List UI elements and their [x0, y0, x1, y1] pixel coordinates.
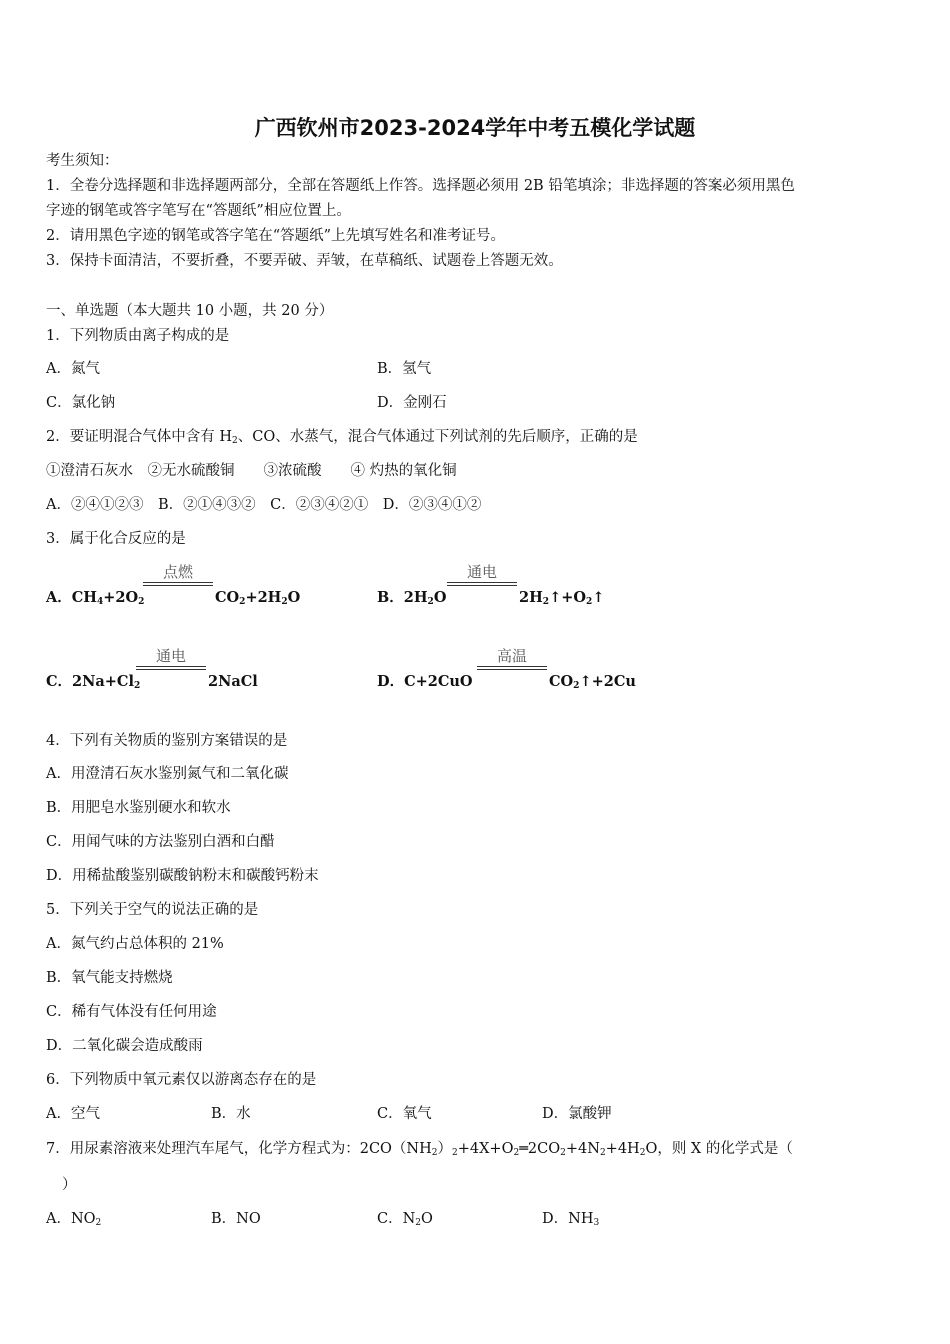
q5-option-c: C．稀有气体没有任何用途: [46, 1004, 217, 1020]
q3-stem: 3．属于化合反应的是: [46, 531, 186, 547]
q1-stem: 1．下列物质由离子构成的是: [46, 328, 230, 344]
q7-stem-end: ）: [62, 1177, 77, 1193]
q7-option-d: D．$NH_3$: [542, 1211, 600, 1228]
q7-option-c: C．$N_2O$: [377, 1211, 433, 1228]
q6-option-b: B．水: [211, 1106, 251, 1122]
q4-option-c: C．用闻气味的方法鉴别白酒和白醋: [46, 834, 275, 850]
q7-option-b: B．NO: [211, 1211, 261, 1227]
q4-option-b: B．用肥皂水鉴别硬水和软水: [46, 800, 231, 816]
page-title: 广西钦州市2023-2024学年中考五模化学试题: [254, 116, 696, 140]
q1-option-d: D．金刚石: [377, 395, 447, 411]
q3-option-a-condition: 点燃: [143, 563, 213, 586]
q3-option-c-reactants: C．$2Na+Cl_2$: [46, 673, 141, 691]
q3-option-c-products: 2NaCl: [208, 673, 258, 690]
q5-stem: 5．下列关于空气的说法正确的是: [46, 902, 259, 918]
q4-stem: 4．下列有关物质的鉴别方案错误的是: [46, 733, 288, 749]
q2-reagents: ①澄清石灰水 ②无水硫酸铜 ③浓硫酸 ④ 灼热的氧化铜: [46, 463, 457, 479]
q3-option-b-condition: 通电: [447, 563, 517, 586]
q1-option-a: A．氮气: [46, 361, 100, 377]
q6-option-d: D．氯酸钾: [542, 1106, 612, 1122]
notice-line-1b: 字迹的钢笔或答字笔写在“答题纸”相应位置上。: [46, 203, 351, 219]
q4-option-a: A．用澄清石灰水鉴别氮气和二氧化碳: [46, 766, 289, 782]
q5-option-d: D．二氧化碳会造成酸雨: [46, 1038, 203, 1054]
q5-option-a: A．氮气约占总体积的 21%: [46, 936, 224, 952]
q5-option-b: B．氧气能支持燃烧: [46, 970, 173, 986]
q2-stem: 2．要证明混合气体中含有 $H_2$、CO、水蒸气，混合气体通过下列试剂的先后顺序，正确的是: [46, 429, 638, 446]
q3-option-a-reactants: A．$CH_4+2O_2$: [46, 589, 145, 607]
q3-option-d-condition: 高温: [477, 647, 547, 670]
q7-option-a: A．$NO_2$: [46, 1211, 102, 1228]
q4-option-d: D．用稀盐酸鉴别碳酸钠粉末和碳酸钙粉末: [46, 868, 319, 884]
q7-stem: 7．用尿素溶液来处理汽车尾气，化学方程式为：$2CO(NH_2)_2+4X+O_2═2CO_2+4N_2+4H_2O$，则 X 的化学式是（: [46, 1141, 793, 1158]
notice-line-1a: 1．全卷分选择题和非选择题两部分，全部在答题纸上作答。选择题必须用 2B 铅笔填涂；非选择题的答案必须用黑色: [46, 178, 795, 194]
q3-option-d-products: $CO_2↑+2Cu$: [549, 673, 636, 691]
notice-line-2: 2．请用黑色字迹的钢笔或答字笔在“答题纸”上先填写姓名和准考证号。: [46, 228, 506, 244]
q3-option-a-products: $CO_2+2H_2O$: [215, 589, 301, 607]
q2-options: A．②④①②③ B．②①④③② C．②③④②① D．②③④①②: [46, 497, 482, 513]
q6-option-a: A．空气: [46, 1106, 100, 1122]
section-heading: 一、单选题（本大题共 10 小题，共 20 分）: [46, 303, 334, 319]
q1-option-b: B．氢气: [377, 361, 432, 377]
q6-option-c: C．氧气: [377, 1106, 432, 1122]
notice-heading: 考生须知：: [46, 153, 119, 169]
q3-option-b-products: $2H_2↑+O_2↑$: [519, 589, 605, 607]
q1-option-c: C．氯化钠: [46, 395, 116, 411]
q3-option-b-reactants: B．$2H_2O$: [377, 589, 447, 607]
q6-stem: 6．下列物质中氧元素仅以游离态存在的是: [46, 1072, 317, 1088]
notice-line-3: 3．保持卡面清洁，不要折叠，不要弄破、弄皱，在草稿纸、试题卷上答题无效。: [46, 253, 563, 269]
q3-option-c-condition: 通电: [136, 647, 206, 670]
q3-option-d-reactants: D．C+2CuO: [377, 673, 473, 690]
